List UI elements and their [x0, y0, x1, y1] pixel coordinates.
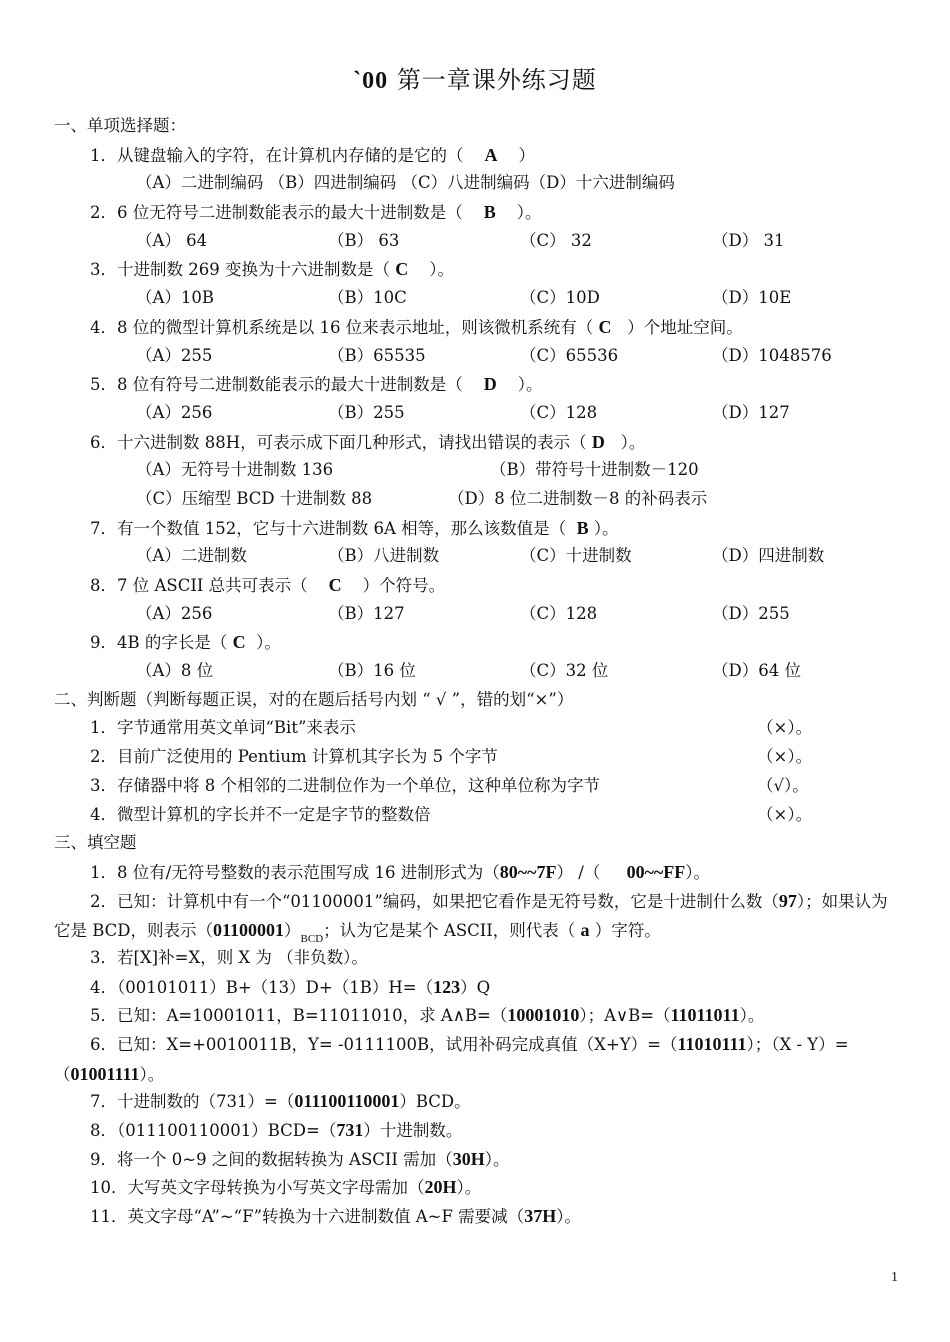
fill-text: ）。: [556, 1207, 581, 1227]
mc-options-6b: [54, 485, 904, 514]
fill-text: 8．（011100110001）BCD=（: [90, 1121, 337, 1141]
option-c: （C）10D: [520, 288, 600, 308]
option-a: （A）10B: [136, 288, 215, 308]
title-text: 第一章课外练习题: [396, 66, 597, 94]
fill-answer: 00~~FF: [626, 861, 686, 882]
fill-answer: 011100110001: [294, 1091, 400, 1112]
option-c: （C）128: [520, 603, 598, 623]
question-text-end: ）。: [517, 375, 543, 395]
fill-text: 1．8 位有/无符号整数的表示范围写成 16 进制形式为（: [90, 862, 500, 882]
fill-text: 5．已知：A=10001011，B=11011010，求 A∧B=（: [90, 1006, 508, 1026]
mc-question-9: [54, 628, 904, 657]
mc-question-3: [54, 255, 904, 284]
mc-options-2: [54, 227, 904, 256]
answer: C: [232, 632, 246, 653]
answer: A: [484, 144, 498, 165]
fill-answer: 20H: [424, 1177, 457, 1198]
fill-answer: 80~~7F: [499, 861, 557, 882]
answer: B: [483, 202, 496, 223]
fill-answer: 01100001: [213, 920, 285, 941]
fill-answer: 30H: [452, 1148, 485, 1169]
answer: C: [328, 575, 342, 595]
option-a: （A）8 位: [136, 661, 214, 681]
mc-options-5: [54, 399, 904, 428]
question-text: 8．7 位 ASCII 总共可表示（: [90, 576, 308, 595]
mc-options-3: [54, 284, 904, 313]
tf-statement: 2．目前广泛使用的 Pentium 计算机其字长为 5 个字节: [90, 747, 498, 767]
question-text: 2．6 位无符号二进制数能表示的最大十进制数是（: [90, 203, 463, 223]
mc-options-6a: [54, 456, 904, 485]
mc-question-2: [54, 198, 904, 227]
option-line: （A）二进制编码 （B）四进制编码 （C）八进制编码（D）十六进制编码: [136, 173, 675, 193]
fill-text: 9．将一个 0~9 之间的数据转换为 ASCII 需加（: [90, 1149, 453, 1169]
option-b: （B）带符号十进制数－120: [490, 460, 699, 480]
fill-item-7: [54, 1087, 904, 1116]
exercise-content: [54, 112, 904, 1231]
fill-item-2: [54, 887, 904, 944]
fill-item-8: [54, 1116, 904, 1145]
tf-mark: （×）。: [757, 804, 813, 824]
tf-item-4: [54, 801, 904, 830]
fill-item-1: [54, 858, 904, 887]
page-title: [0, 60, 950, 95]
section-heading-tf: 二、判断题（判断每题正误，对的在题后括号内划 “ √ ”，错的划“×”）: [54, 689, 574, 709]
option-d: （D）1048576: [712, 345, 832, 365]
option-a: （A）无符号十进制数 136: [136, 460, 334, 480]
option-c: （C） 32: [520, 230, 592, 250]
option-a: （A）256: [136, 402, 213, 422]
question-text-end: ）: [518, 145, 535, 165]
mc-options-7: [54, 542, 904, 571]
tf-statement: 4．微型计算机的字长并不一定是字节的整数倍: [90, 804, 431, 824]
option-d: （D）255: [712, 603, 790, 623]
option-a: （A） 64: [136, 230, 208, 250]
fill-text: ）；A∨B=（: [579, 1006, 671, 1026]
fill-item-4: [54, 973, 904, 1002]
option-d: （D）64 位: [712, 661, 801, 681]
question-text-end: ）。: [429, 260, 454, 280]
tf-item-2: [54, 743, 904, 772]
page-number: 1: [891, 1270, 898, 1285]
fill-text: ）字符。: [589, 921, 661, 941]
fill-text: ）。: [739, 1006, 765, 1026]
answer: C: [598, 316, 612, 337]
answer: B: [576, 517, 589, 538]
option-c: （C）65536: [520, 345, 619, 365]
mc-question-4: [54, 313, 904, 342]
section-heading-fill: 三、填空题: [54, 833, 137, 853]
question-text: 3．十进制数 269 变换为十六进制数是（: [90, 260, 390, 280]
fill-answer: 11011011: [670, 1005, 740, 1026]
fill-text: ）十进制数。: [363, 1121, 463, 1141]
mc-question-8: [54, 571, 904, 600]
mc-options-4: [54, 342, 904, 371]
option-b: （B）10C: [328, 288, 407, 308]
option-d: （D）10E: [712, 288, 792, 308]
mc-question-6: [54, 428, 904, 457]
option-b: （B）65535: [328, 345, 426, 365]
fill-text: ）。: [139, 1064, 165, 1084]
answer: D: [591, 431, 605, 452]
answer: C: [395, 259, 409, 280]
question-text: 5．8 位有符号二进制数能表示的最大十进制数是（: [90, 375, 463, 395]
mc-question-1: [54, 141, 904, 170]
tf-item-1: [54, 714, 904, 743]
option-b: （B）八进制数: [328, 546, 440, 566]
question-text-end: ）个符号。: [362, 576, 446, 595]
fill-text: ）。: [685, 862, 711, 882]
fill-item-3: 3．若[X]补=X，则 X 为 （非负数）。: [90, 947, 368, 967]
option-c: （C）十进制数: [520, 546, 632, 566]
fill-item-10: [54, 1173, 904, 1202]
mc-options-1: [54, 169, 904, 198]
question-text: 7．有一个数值 152，它与十六进制数 6A 相等，那么该数值是（: [90, 518, 567, 538]
fill-answer: 123: [433, 976, 461, 997]
option-b: （B）255: [328, 402, 405, 422]
question-text: 6．十六进制数 88H，可表示成下面几种形式，请找出错误的表示（: [90, 432, 587, 452]
section-heading-mc: 一、单项选择题：: [54, 116, 186, 135]
bcd-subscript: BCD: [300, 933, 324, 946]
fill-text: 11．英文字母“A”~“F”转换为十六进制数值 A~F 需要减（: [90, 1207, 525, 1227]
fill-answer: 37H: [524, 1206, 557, 1227]
mc-options-8: [54, 600, 904, 629]
option-d: （D）8 位二进制数－8 的补码表示: [448, 488, 708, 508]
title-prefix: `00: [353, 68, 389, 94]
tf-mark: （×）。: [757, 747, 813, 767]
answer: D: [483, 374, 497, 395]
fill-item-9: [54, 1145, 904, 1174]
option-a: （A）255: [136, 345, 213, 365]
fill-text: 2．已知：计算机中有一个“01100001”编码，如果把它看作是无符号数，它是十进制什么数（: [90, 891, 779, 911]
fill-text: ）；（X - Y）=（: [54, 1035, 849, 1084]
fill-answer: 731: [336, 1120, 364, 1141]
fill-text: ）BCD。: [399, 1092, 471, 1112]
option-c: （C）32 位: [520, 661, 609, 681]
fill-text: 6．已知：X=+0010011B，Y= -0111100B，试用补码完成真值（X+Y）=（: [90, 1035, 678, 1055]
fill-answer: 10001010: [507, 1005, 580, 1026]
fill-text: ）；如果认为它是 BCD，则表示（: [54, 891, 888, 941]
fill-answer: 11010111: [677, 1034, 747, 1055]
question-text-end: ）。: [593, 518, 619, 538]
fill-answer: a: [580, 920, 590, 941]
question-text-end: ）个地址空间。: [627, 317, 743, 337]
fill-text: 4．（00101011）B+（13）D+（1B）H=（: [90, 977, 434, 997]
fill-text: ）。: [484, 1149, 510, 1169]
option-c: （C）压缩型 BCD 十进制数 88: [136, 488, 373, 508]
option-b: （B）16 位: [328, 661, 416, 681]
fill-item-5: [54, 1001, 904, 1030]
tf-item-3: [54, 772, 904, 801]
option-a: （A）二进制数: [136, 546, 247, 566]
option-a: （A）256: [136, 603, 213, 623]
question-text: 1．从键盘输入的字符，在计算机内存储的是它的（: [90, 145, 464, 165]
question-text: 4．8 位的微型计算机系统是以 16 位来表示地址，则该微机系统有（: [90, 317, 594, 337]
tf-statement: 3．存储器中将 8 个相邻的二进制位作为一个单位，这种单位称为字节: [90, 775, 600, 795]
fill-text: 7．十进制数的（731）=（: [90, 1092, 295, 1112]
question-text: 9．4B 的字长是（: [90, 633, 228, 653]
fill-answer: 97: [778, 890, 797, 911]
option-b: （B） 63: [328, 230, 400, 250]
tf-mark: （×）。: [757, 718, 813, 738]
fill-text: ）。: [456, 1178, 482, 1198]
question-text-end: ）。: [256, 633, 281, 653]
option-d: （D）127: [712, 402, 790, 422]
fill-item-11: [54, 1202, 904, 1231]
option-b: （B）127: [328, 603, 405, 623]
option-d: （D） 31: [712, 230, 785, 250]
option-d: （D）四进制数: [712, 546, 825, 566]
fill-text: 10．大写英文字母转换为小写英文字母需加（: [90, 1178, 425, 1198]
fill-text: ；认为它是某个 ASCII，则代表（: [323, 921, 581, 941]
question-text-end: ）。: [516, 203, 542, 223]
mc-question-5: [54, 370, 904, 399]
option-c: （C）128: [520, 402, 598, 422]
fill-text: ）Q: [460, 977, 491, 997]
question-text-end: ）。: [620, 432, 646, 452]
tf-mark: （√）。: [757, 775, 809, 795]
mc-options-9: [54, 657, 904, 686]
mc-question-7: [54, 514, 904, 543]
tf-statement: 1．字节通常用英文单词“Bit”来表示: [90, 718, 356, 738]
fill-answer: 01001111: [70, 1063, 140, 1084]
fill-text: ）: [284, 921, 301, 941]
fill-item-6: [54, 1030, 904, 1087]
fill-text: ） /（: [556, 862, 601, 882]
